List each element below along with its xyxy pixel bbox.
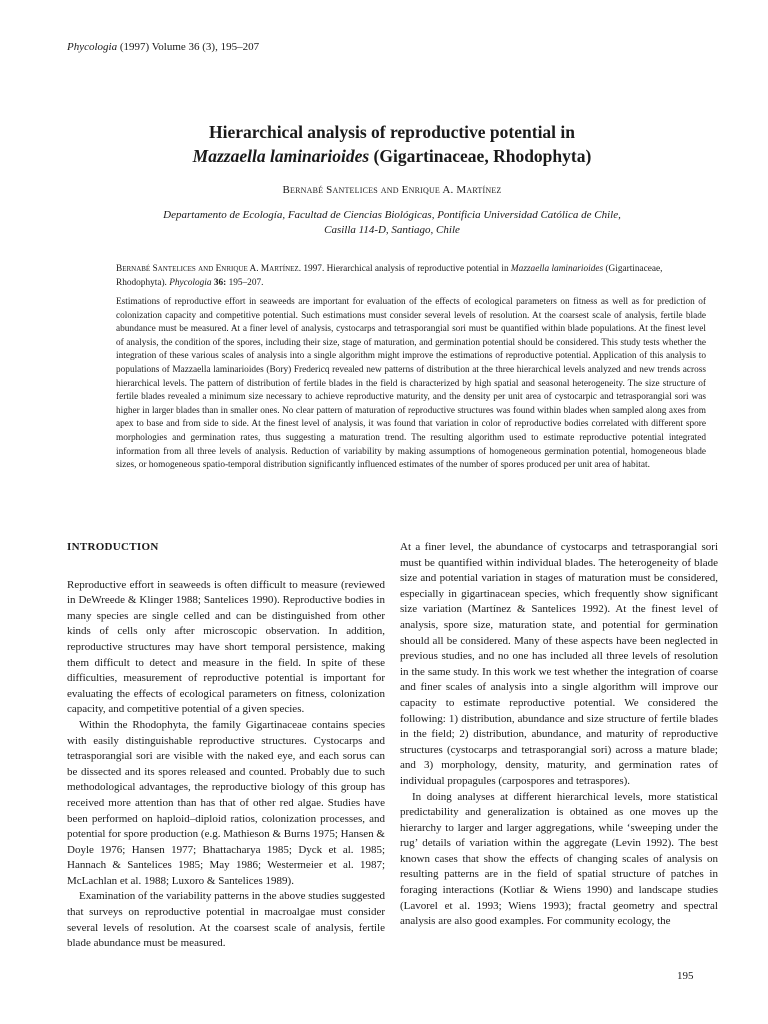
- article-title: [67, 120, 717, 168]
- abstract: Estimations of reproductive effort in seaweeds are important for evaluation of the effects of ecological parameters on fitness as well as for prediction of colonization capacity and competitive potential. Such estimations must consider several levels of resolution. At the coarsest scale of analysis, fertile blade abundance must be measured. At a finer level of analysis, cystocarps and tetrasporangial sori must be quantified within blade populations. At the finest level of analysis, the condition of the spores, including their size, stage of maturation, and germination potential should be considered. This study tests whether the integration of these various scales of analysis into a single algorithm might improve the estimations of reproductive potential. Application of this analysis to populations of Mazzaella laminarioides (Bory) Fredericq revealed new patterns of distribution at the three hierarchical levels analyzed and new trends across hierarchical levels. The pattern of distribution of fertile blades in the field is characterized by high spatial and seasonal heterogeneity. The size structure of fertile blades revealed a minimum size necessary to achieve reproductive maturity, and the density per unit area of cystocarpic and tetrasporangial sori was higher in larger blades than in smaller ones. No clear pattern of maturation of reproductive structures was found within blades when sampled along axes from apex to base and from side to side. At the finest level of analysis, it was found that variation in color of reproductive bodies correlated with different spore morphologies and germination rates, thus suggesting a maturation trend. The resulting algorithm used to estimate reproductive potential integrated information from all three levels of analysis. Reduction of variability by making assumptions of homogeneous germination potential, homogeneous blade sizes, or homogeneous spatio-temporal distribution significantly influenced estimates of the number of spores produced per unit area of habitat.: [116, 297, 706, 471]
- paragraph: At a finer level, the abundance of cystocarps and tetrasporangial sori must be quantified within individual blades. The heterogeneity of blade size and potential variation in stages of maturation must be considered, especially in gigartinacean species, which frequently show significant size variation (Martínez & Santelices 1992). At the finest level of analysis, spore size, maturation state, and potential for germination should all be considered. Many of these aspects have been neglected in previous studies, and no one has included all three levels of resolution in the same study. In this work we test whether the integration of coarse and finer scales of analysis into a single algorithm will improve our capacity to estimate reproductive potential. We considered the following: 1) distribution, abundance and size structure of fertile blades in the field; 2) distribution, abundance, and maturity of reproductive structures (cystocarps and tetrasporangial sori) across a mature blade; and 3) morphology, density, maturity, and germination rates of individual propagules (carpospores and tetraspores).: [400, 541, 718, 787]
- running-head: [67, 41, 259, 53]
- paragraph: Within the Rhodophyta, the family Gigartinaceae contains species with easily distinguishable reproductive structures. Cystocarps and tetrasporangial sori are visible with the naked eye, and each sorus can be dissected and its spores released and counted. Probably due to such methodological advantages, the reproductive biology of this group has received more attention than has that of other red algae. Studies have been performed on haploid–diploid ratios, colonization processes, and potential for spore production (e.g. Mathieson & Burns 1975; Hansen & Doyle 1976; Hansen 1977; Bhattacharya 1985; Dyck et al. 1985; Hannach & Santelices 1985; May 1986; Westermeier et al. 1987; McLachlan et al. 1988; Luxoro & Santelices 1989).: [67, 718, 385, 887]
- affiliation-line-2: Casilla 114-D, Santiago, Chile: [324, 224, 460, 236]
- citation-part2: (Gigartinaceae, Rhodophyta).: [116, 264, 663, 288]
- title-line-2: [67, 144, 717, 168]
- citation-journal: Phycologia: [169, 277, 212, 288]
- affiliation-line-1: Departamento de Ecología, Facultad de Ciencias Biológicas, Pontificia Universidad Católica de Chile,: [163, 209, 621, 221]
- right-column: [400, 540, 718, 930]
- title-taxonomy: (Gigartinaceae, Rhodophyta): [369, 146, 592, 166]
- page-number: 195: [677, 970, 694, 982]
- citation-species: Mazzaella laminarioides: [510, 264, 604, 274]
- paragraph: Examination of the variability patterns in the above studies suggested that surveys on reproductive potential in macroalgae must consider several levels of resolution. At the coarsest scale of analysis, fertile blade abundance must be measured.: [67, 890, 385, 950]
- paragraph: In doing analyses at different hierarchical levels, more statistical predictability and generalization is obtained as one moves up the hierarchy to larger and larger aggregations, while ‘sweeping under the rug’ details of variation within the aggregate (Levin 1992). The best known cases that show the effects of changing scales of analysis on resulting patterns are in the field of spatial structure of patches in foraging interactions (Kotliar & Wiens 1990) and landscape studies (Lavorel et al. 1993; Wiens 1993); fractal geometry and spectral analysis are also good examples. For community ecology, the: [400, 790, 718, 928]
- citation-part1: . 1997. Hierarchical analysis of reproductive potential in: [298, 264, 511, 274]
- paragraph: Reproductive effort in seaweeds is often difficult to measure (reviewed in DeWreede & Klinger 1988; Santelices 1990). Reproductive bodies in many species are single celled and can be distinguished from other kinds of cells only after microscopic observation. In addition, reproductive structures may have short temporal persistence, making them difficult to detect and measure in the field. In spite of these difficulties, measurement of reproductive potential is important for evaluating the effects of ecological parameters on fitness, colonization capacity, and competitive potential of a given species.: [67, 578, 385, 716]
- citation-pages: 195–207.: [226, 277, 264, 288]
- citation-authors: Bernabé Santelices and Enrique A. Martínez: [116, 264, 299, 274]
- title-species: Mazzaella laminarioides: [192, 146, 370, 166]
- affiliation: [67, 208, 717, 238]
- citation-volume: 36:: [211, 277, 227, 288]
- journal-name: Phycologia: [67, 41, 118, 53]
- title-line-1: Hierarchical analysis of reproductive potential in: [208, 122, 576, 142]
- left-column: [67, 540, 385, 952]
- section-heading-introduction: INTRODUCTION: [67, 541, 159, 553]
- journal-volume-info: (1997) Volume 36 (3), 195–207: [117, 41, 260, 53]
- citation: [116, 263, 706, 290]
- authors: Bernabé Santelices and Enrique A. Martínez: [282, 184, 502, 196]
